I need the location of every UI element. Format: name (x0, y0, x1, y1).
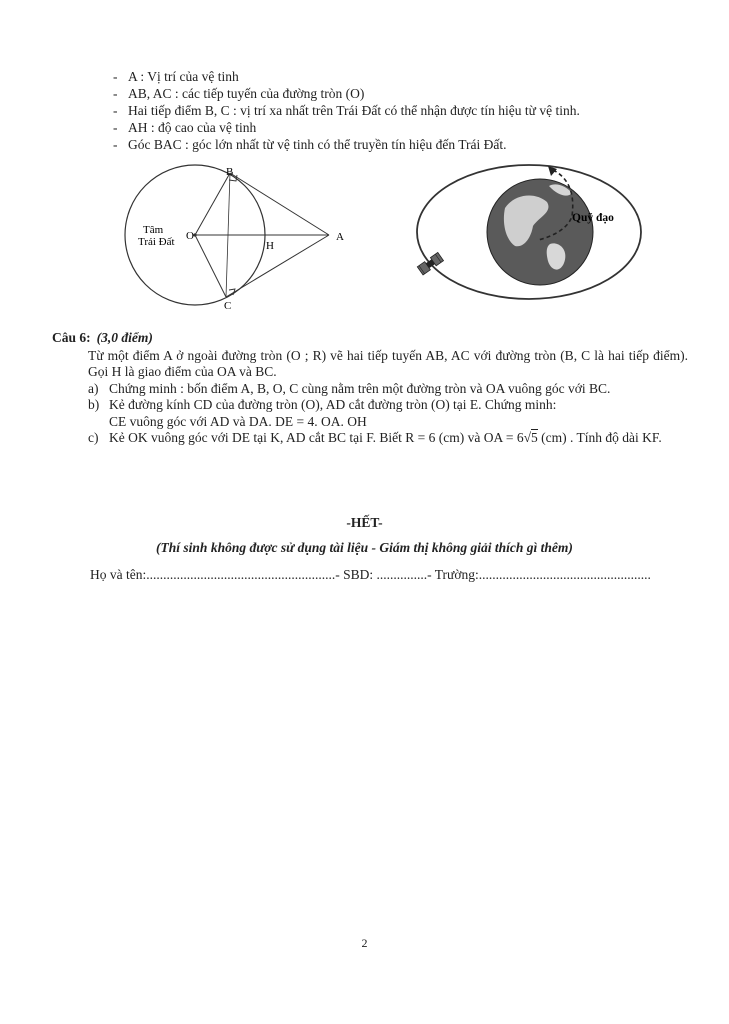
part-c-text-before: Kẻ OK vuông góc với DE tại K, AD cắt BC tại F. Biết R = 6 (cm) và OA = 6 (109, 430, 524, 446)
tangent-ac (226, 235, 329, 297)
question-intro: Từ một điểm A ở ngoài đường tròn (O ; R) vẽ hai tiếp tuyến AB, AC với đường tròn (B, C là hai tiếp điểm). Gọi H là giao điểm của OA và BC. (88, 348, 688, 380)
part-b-line1: Kẻ đường kính CD của đường tròn (O), AD cắt đường tròn (O) tại E. Chứng minh: (109, 397, 557, 413)
label-b: B (226, 166, 234, 178)
label-h: H (266, 240, 274, 252)
center-label-2: Trái Đất (138, 236, 175, 248)
bullet-dash: - (113, 69, 118, 84)
page-number: 2 (361, 936, 368, 950)
part-text: Chứng minh : bốn điểm A, B, O, C cùng nằm trên một đường tròn và OA vuông góc với BC. (109, 380, 611, 396)
radius-oc (195, 235, 226, 297)
bullet-dash: - (113, 120, 118, 135)
legend-item (113, 120, 713, 137)
satellite-legend-list (113, 69, 713, 154)
part-label: b) (88, 397, 100, 413)
tangent-geometry-figure (118, 163, 358, 313)
part-text (109, 430, 688, 446)
question-points: (3,0 điểm) (96, 330, 153, 345)
part-c (88, 430, 688, 446)
bullet-dash: - (113, 103, 118, 118)
earth-globe (487, 179, 593, 285)
legend-text: AB, AC : các tiếp tuyến của đường tròn (O) (128, 86, 365, 101)
legend-item (113, 103, 713, 120)
sqrt-argument: 5 (531, 430, 538, 446)
sqrt-symbol: √ (523, 430, 532, 446)
bullet-dash: - (113, 86, 118, 101)
radius-ob (195, 173, 230, 235)
tangent-ab (230, 173, 329, 235)
orbit-label: Quỹ đạo (572, 212, 614, 224)
candidate-info-line: Họ và tên:........................................................- SBD: ...............- Trường:................................................... (90, 567, 651, 582)
legend-text: A : Vị trí của vệ tinh (128, 69, 239, 84)
part-c-text-after: (cm) . Tính độ dài KF. (537, 430, 662, 446)
label-a: A (336, 231, 344, 243)
end-mark: -HẾT- (346, 515, 383, 530)
satellite-orbit-figure (412, 160, 652, 310)
legend-item (113, 86, 713, 103)
part-label: a) (88, 380, 99, 396)
legend-item (113, 69, 713, 86)
center-label-1: Tâm (143, 224, 164, 236)
part-b (88, 397, 688, 430)
label-o: O (186, 230, 194, 242)
legend-item (113, 137, 713, 154)
question-6-body (88, 348, 688, 447)
question-parts (88, 381, 688, 447)
label-c: C (224, 300, 232, 312)
legend-text: AH : độ cao của vệ tinh (128, 120, 257, 135)
part-label: c) (88, 430, 99, 446)
question-6-title (52, 330, 153, 346)
question-label: Câu 6: (52, 330, 91, 345)
part-a (88, 381, 688, 397)
exam-note: (Thí sinh không được sử dụng tài liệu - Giám thị không giải thích gì thêm) (156, 540, 573, 555)
part-b-line2: CE vuông góc với AD và DA. DE = 4. OA. OH (109, 413, 367, 429)
legend-text: Hai tiếp điểm B, C : vị trí xa nhất trên Trái Đất có thể nhận được tín hiệu từ vệ tinh. (128, 103, 580, 118)
part-text (109, 397, 688, 430)
bullet-dash: - (113, 137, 118, 152)
legend-text: Góc BAC : góc lớn nhất từ vệ tinh có thể truyền tín hiệu đến Trái Đất. (128, 137, 507, 152)
